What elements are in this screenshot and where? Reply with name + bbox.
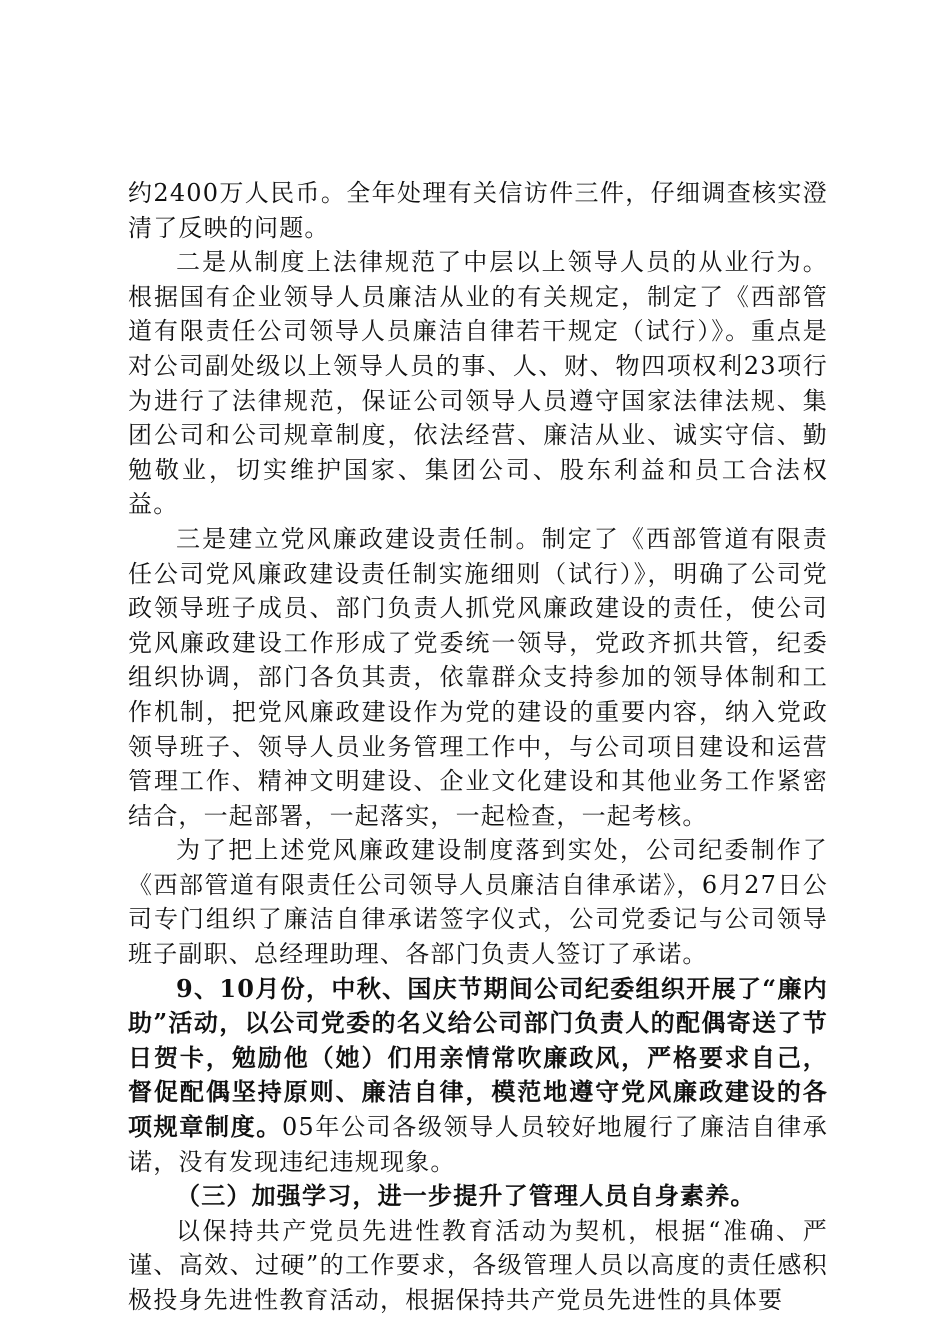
paragraph-family-activity-bold: 9、10月份，中秋、国庆节期间公司纪委组织开展了“廉内助”活动，以公司党委的名义给公司部门负责人的配偶寄送了节日贺卡，勉励他（她）们用亲情常吹廉政风，严格要求自己，督促配偶坚持原则、廉洁自律，模范地遵守党风廉政建设的各项规章制度。 — [128, 973, 828, 1142]
paragraph-regulation: 二是从制度上法律规范了中层以上领导人员的从业行为。根据国有企业领导人员廉洁从业的有关规定，制定了《西部管道有限责任公司领导人员廉洁自律若干规定（试行）》。重点是对公司副处级以上领导人员的事、人、财、物四项权利23项行为进行了法律规范，保证公司领导人员遵守国家法律法规、集团公司和公司规章制度，依法经营、廉洁从业、诚实守信、勤勉敬业，切实维护国家、集团公司、股东利益和员工合法权益。 — [128, 248, 828, 519]
paragraph-commitment: 为了把上述党风廉政建设制度落到实处，公司纪委制作了《西部管道有限责任公司领导人员廉洁自律承诺》，6月27日公司专门组织了廉洁自律承诺签字仪式，公司党委记与公司领导班子副职、总经理助理、各部门负责人签订了承诺。 — [128, 836, 828, 969]
paragraph-responsibility-system: 三是建立党风廉政建设责任制。制定了《西部管道有限责任公司党风廉政建设责任制实施细则（试行）》，明确了公司党政领导班子成员、部门负责人抓党风廉政建设的责任，使公司党风廉政建设工作形成了党委统一领导，党政齐抓共管，纪委组织协调，部门各负其责，依靠群众支持参加的领导体制和工作机制，把党风廉政建设作为党的建设的重要内容，纳入党政领导班子、领导人员业务管理工作中，与公司项目建设和运营管理工作、精神文明建设、企业文化建设和其他业务工作紧密结合，一起部署，一起落实，一起检查，一起考核。 — [128, 524, 828, 830]
section-heading-study: （三）加强学习，进一步提升了管理人员自身素养。 — [176, 1181, 756, 1211]
paragraph-family-activity-result: 05年公司各级领导人员较好地履行了廉洁自律承诺，没有发现违纪违规现象。 — [128, 1113, 828, 1176]
document-body — [128, 176, 828, 1318]
paragraph-family-activity — [128, 972, 828, 1180]
paragraph-continuation: 约2400万人民币。全年处理有关信访件三件，仔细调查核实澄清了反映的问题。 — [128, 179, 828, 242]
paragraph-education: 以保持共产党员先进性教育活动为契机，根据“准确、严谨、高效、过硬”的工作要求，各级管理人员以高度的责任感积极投身先进性教育活动，根据保持共产党员先进性的具体要 — [128, 1216, 828, 1314]
